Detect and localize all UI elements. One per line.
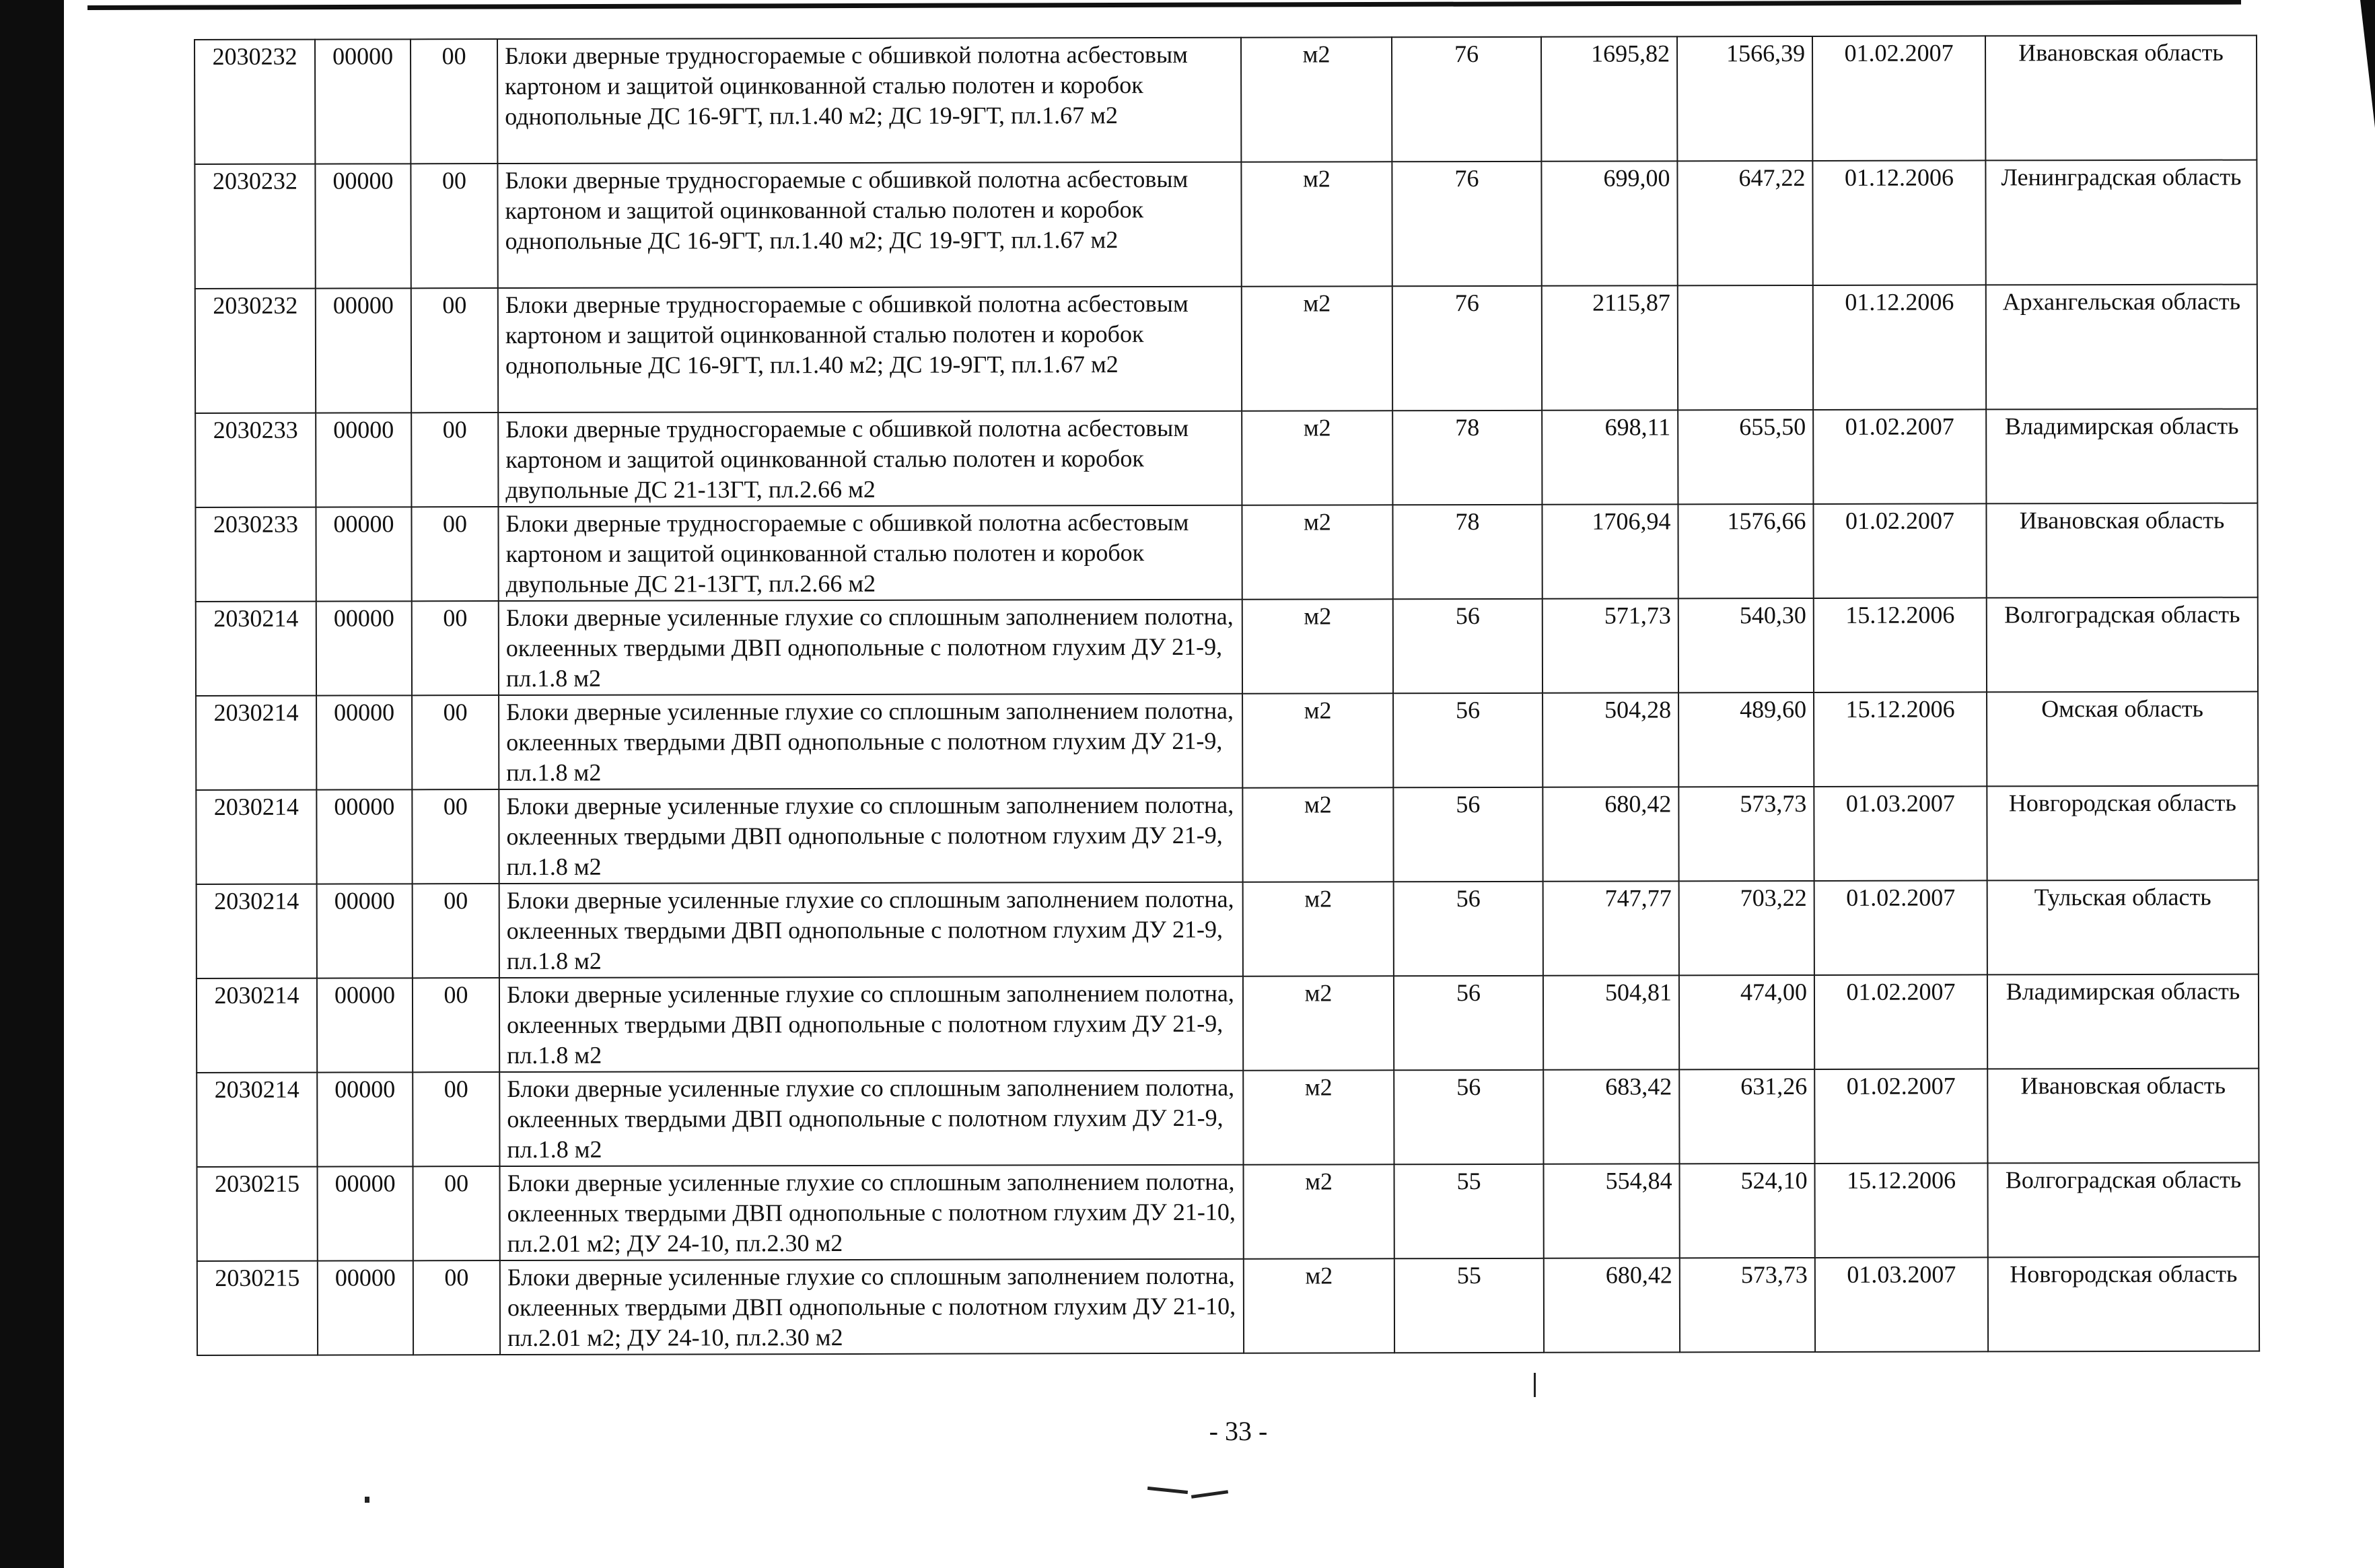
- region-name: Ленинградская область: [1985, 160, 2257, 285]
- region-name: Ивановская область: [1987, 1069, 2259, 1164]
- price-current: 504,81: [1543, 975, 1679, 1069]
- resource-subcode: 00000: [315, 164, 411, 288]
- resource-suffix: 00: [411, 164, 497, 288]
- region-name: Тульская область: [1987, 880, 2259, 975]
- unit-of-measure: м2: [1242, 411, 1392, 505]
- price-date: 01.02.2007: [1813, 409, 1986, 504]
- resource-suffix: 00: [413, 1166, 500, 1260]
- resource-code: 2030214: [196, 790, 316, 884]
- resource-description: Блоки дверные усиленные глухие со сплошным заполнением полотна, оклеенных твердыми ДВП однопольные с полотном глухим ДУ 21-9, пл.1.8 м2: [499, 600, 1242, 695]
- price-current: 1695,82: [1541, 36, 1677, 161]
- unit-of-measure: м2: [1244, 1164, 1394, 1258]
- region-name: Ивановская область: [1986, 503, 2257, 598]
- resource-code: 2030232: [194, 40, 315, 164]
- resource-suffix: 00: [413, 978, 499, 1072]
- resource-subcode: 00000: [317, 884, 413, 978]
- resource-subcode: 00000: [316, 695, 412, 789]
- scan-speck: [1147, 1487, 1188, 1494]
- page-number: - 33 -: [1209, 1416, 1268, 1446]
- resource-code: 2030215: [197, 1167, 318, 1261]
- resource-suffix: 00: [411, 39, 497, 164]
- region-name: Новгородская область: [1988, 1257, 2259, 1352]
- resource-suffix: 00: [411, 507, 498, 601]
- region-name: Владимирская область: [1987, 974, 2259, 1069]
- price-date: 15.12.2006: [1814, 598, 1987, 692]
- region-name: Омская область: [1987, 692, 2258, 787]
- rate-value: 56: [1393, 693, 1543, 787]
- price-previous: 489,60: [1678, 692, 1814, 787]
- region-name: Владимирская область: [1986, 409, 2257, 504]
- unit-of-measure: м2: [1243, 882, 1394, 976]
- price-previous: 540,30: [1678, 598, 1814, 692]
- table-row: [197, 1257, 2259, 1355]
- resource-description: Блоки дверные трудносгораемые с обшивкой полотна асбестовым картоном и защитой оцинкованной сталью полотен и коробок однопольные ДС 16-9ГТ, пл.1.40 м2; ДС 19-9ГТ, пл.1.67 м2: [497, 38, 1241, 164]
- rate-value: 56: [1394, 882, 1543, 976]
- resource-suffix: 00: [413, 1260, 500, 1355]
- resource-subcode: 00000: [316, 601, 412, 695]
- price-previous: 703,22: [1679, 881, 1814, 975]
- unit-of-measure: м2: [1244, 1258, 1394, 1353]
- resource-suffix: 00: [413, 1072, 499, 1166]
- price-current: 698,11: [1542, 410, 1678, 504]
- resource-description: Блоки дверные усиленные глухие со сплошным заполнением полотна, оклеенных твердыми ДВП однопольные с полотном глухим ДУ 21-10, пл.2.01 м2; ДУ 24-10, пл.2.30 м2: [500, 1165, 1244, 1260]
- price-table: [194, 35, 2260, 1356]
- resource-description: Блоки дверные усиленные глухие со сплошным заполнением полотна, оклеенных твердыми ДВП однопольные с полотном глухим ДУ 21-9, пл.1.8 м2: [499, 882, 1243, 978]
- scan-speck: [1191, 1490, 1228, 1499]
- scan-border-left: [0, 0, 64, 1568]
- scan-speck: [1534, 1373, 1536, 1397]
- price-date: 01.03.2007: [1815, 1257, 1988, 1352]
- rate-value: 76: [1392, 37, 1541, 162]
- price-date: 01.12.2006: [1813, 285, 1986, 410]
- resource-subcode: 00000: [318, 1260, 413, 1355]
- resource-code: 2030214: [197, 978, 317, 1073]
- resource-description: Блоки дверные усиленные глухие со сплошным заполнением полотна, оклеенных твердыми ДВП однопольные с полотном глухим ДУ 21-9, пл.1.8 м2: [499, 976, 1243, 1072]
- table-row: [195, 409, 2257, 507]
- table-row: [197, 1163, 2259, 1261]
- price-current: 554,84: [1544, 1164, 1680, 1258]
- resource-subcode: 00000: [316, 507, 411, 601]
- price-previous: 573,73: [1678, 787, 1814, 881]
- region-name: Волгоградская область: [1987, 598, 2258, 692]
- table-row: [196, 598, 2258, 696]
- rate-value: 56: [1393, 787, 1543, 882]
- unit-of-measure: м2: [1243, 1070, 1394, 1164]
- unit-of-measure: м2: [1242, 286, 1392, 411]
- price-date: 01.02.2007: [1812, 36, 1985, 161]
- price-current: 504,28: [1543, 692, 1678, 787]
- resource-code: 2030214: [197, 884, 317, 978]
- resource-description: Блоки дверные трудносгораемые с обшивкой полотна асбестовым картоном и защитой оцинкованной сталью полотен и коробок однопольные ДС 16-9ГТ, пл.1.40 м2; ДС 19-9ГТ, пл.1.67 м2: [497, 162, 1241, 288]
- price-date: 01.03.2007: [1814, 786, 1987, 881]
- table-row: [197, 1069, 2259, 1167]
- price-previous: 631,26: [1679, 1069, 1814, 1164]
- resource-description: Блоки дверные трудносгораемые с обшивкой полотна асбестовым картоном и защитой оцинкованной сталью полотен и коробок однопольные ДС 16-9ГТ, пл.1.40 м2; ДС 19-9ГТ, пл.1.67 м2: [498, 287, 1242, 413]
- price-date: 01.02.2007: [1814, 1069, 1987, 1164]
- region-name: Архангельская область: [1986, 285, 2257, 410]
- resource-code: 2030215: [197, 1261, 318, 1355]
- price-previous: 1576,66: [1678, 504, 1813, 598]
- price-current: 1706,94: [1542, 504, 1678, 598]
- resource-suffix: 00: [411, 288, 498, 413]
- price-previous: 573,73: [1680, 1258, 1815, 1352]
- rate-value: 55: [1394, 1164, 1544, 1258]
- price-previous: [1678, 285, 1813, 410]
- unit-of-measure: м2: [1242, 693, 1393, 787]
- unit-of-measure: м2: [1242, 505, 1392, 599]
- price-date: 01.02.2007: [1814, 974, 1987, 1069]
- resource-description: Блоки дверные усиленные глухие со сплошным заполнением полотна, оклеенных твердыми ДВП однопольные с полотном глухим ДУ 21-9, пл.1.8 м2: [499, 788, 1242, 884]
- scan-border-top: [87, 0, 2241, 10]
- resource-code: 2030214: [196, 602, 316, 696]
- resource-subcode: 00000: [317, 1072, 413, 1166]
- rate-value: 55: [1394, 1258, 1544, 1353]
- table-row: [194, 160, 2257, 289]
- rate-value: 78: [1392, 411, 1542, 505]
- region-name: Волгоградская область: [1988, 1163, 2259, 1258]
- price-date: 15.12.2006: [1814, 692, 1987, 787]
- resource-suffix: 00: [412, 695, 499, 789]
- price-previous: 524,10: [1680, 1164, 1815, 1258]
- resource-code: 2030232: [195, 289, 316, 413]
- resource-subcode: 00000: [316, 413, 411, 507]
- rate-value: 78: [1392, 505, 1542, 599]
- price-current: 571,73: [1543, 598, 1678, 692]
- table-row: [196, 786, 2258, 884]
- resource-code: 2030214: [197, 1073, 317, 1167]
- region-name: Ивановская область: [1985, 36, 2257, 161]
- rate-value: 56: [1394, 1070, 1543, 1164]
- resource-code: 2030233: [195, 413, 316, 507]
- scan-speck: [365, 1497, 369, 1503]
- resource-code: 2030233: [195, 507, 316, 602]
- resource-description: Блоки дверные усиленные глухие со сплошным заполнением полотна, оклеенных твердыми ДВП однопольные с полотном глухим ДУ 21-9, пл.1.8 м2: [499, 694, 1242, 789]
- resource-description: Блоки дверные трудносгораемые с обшивкой полотна асбестовым картоном и защитой оцинкованной сталью полотен и коробок двупольные ДС 21-13ГТ, пл.2.66 м2: [498, 411, 1242, 507]
- table-row: [194, 36, 2257, 164]
- resource-code: 2030214: [196, 696, 316, 790]
- price-current: 680,42: [1543, 787, 1678, 881]
- resource-subcode: 00000: [317, 978, 413, 1072]
- document-sheet: [194, 35, 2259, 1356]
- resource-suffix: 00: [412, 789, 499, 884]
- price-current: 680,42: [1544, 1258, 1680, 1352]
- resource-suffix: 00: [412, 601, 499, 695]
- resource-suffix: 00: [413, 884, 499, 978]
- price-date: 01.12.2006: [1812, 160, 1985, 285]
- price-current: 683,42: [1543, 1069, 1679, 1164]
- resource-subcode: 00000: [316, 789, 412, 884]
- resource-description: Блоки дверные трудносгораемые с обшивкой полотна асбестовым картоном и защитой оцинкованной сталью полотен и коробок двупольные ДС 21-13ГТ, пл.2.66 м2: [498, 505, 1242, 601]
- resource-subcode: 00000: [316, 288, 411, 413]
- scan-border-right: [2360, 0, 2375, 128]
- unit-of-measure: м2: [1243, 976, 1394, 1070]
- resource-code: 2030232: [194, 164, 315, 289]
- resource-description: Блоки дверные усиленные глухие со сплошным заполнением полотна, оклеенных твердыми ДВП однопольные с полотном глухим ДУ 21-9, пл.1.8 м2: [499, 1071, 1243, 1166]
- resource-subcode: 00000: [318, 1166, 413, 1260]
- price-date: 15.12.2006: [1815, 1163, 1988, 1258]
- rate-value: 76: [1392, 286, 1542, 411]
- table-row: [195, 285, 2257, 413]
- price-previous: 1566,39: [1677, 36, 1812, 161]
- price-date: 01.02.2007: [1813, 503, 1986, 598]
- table-row: [195, 503, 2257, 602]
- unit-of-measure: м2: [1241, 37, 1392, 162]
- price-date: 01.02.2007: [1814, 880, 1987, 975]
- price-previous: 655,50: [1678, 410, 1813, 504]
- price-previous: 647,22: [1677, 161, 1812, 285]
- unit-of-measure: м2: [1242, 787, 1393, 882]
- resource-subcode: 00000: [315, 39, 411, 164]
- price-current: 747,77: [1543, 881, 1679, 975]
- price-current: 2115,87: [1542, 285, 1678, 410]
- resource-suffix: 00: [411, 413, 498, 507]
- rate-value: 76: [1392, 162, 1541, 286]
- unit-of-measure: м2: [1241, 162, 1392, 286]
- rate-value: 56: [1393, 599, 1543, 693]
- table-row: [196, 692, 2258, 790]
- price-previous: 474,00: [1679, 975, 1814, 1069]
- price-current: 699,00: [1541, 161, 1677, 285]
- resource-description: Блоки дверные усиленные глухие со сплошным заполнением полотна, оклеенных твердыми ДВП однопольные с полотном глухим ДУ 21-10, пл.2.01 м2; ДУ 24-10, пл.2.30 м2: [500, 1259, 1244, 1355]
- table-row: [197, 974, 2259, 1073]
- unit-of-measure: м2: [1242, 599, 1393, 693]
- table-row: [197, 880, 2259, 978]
- region-name: Новгородская область: [1987, 786, 2258, 881]
- rate-value: 56: [1394, 976, 1543, 1070]
